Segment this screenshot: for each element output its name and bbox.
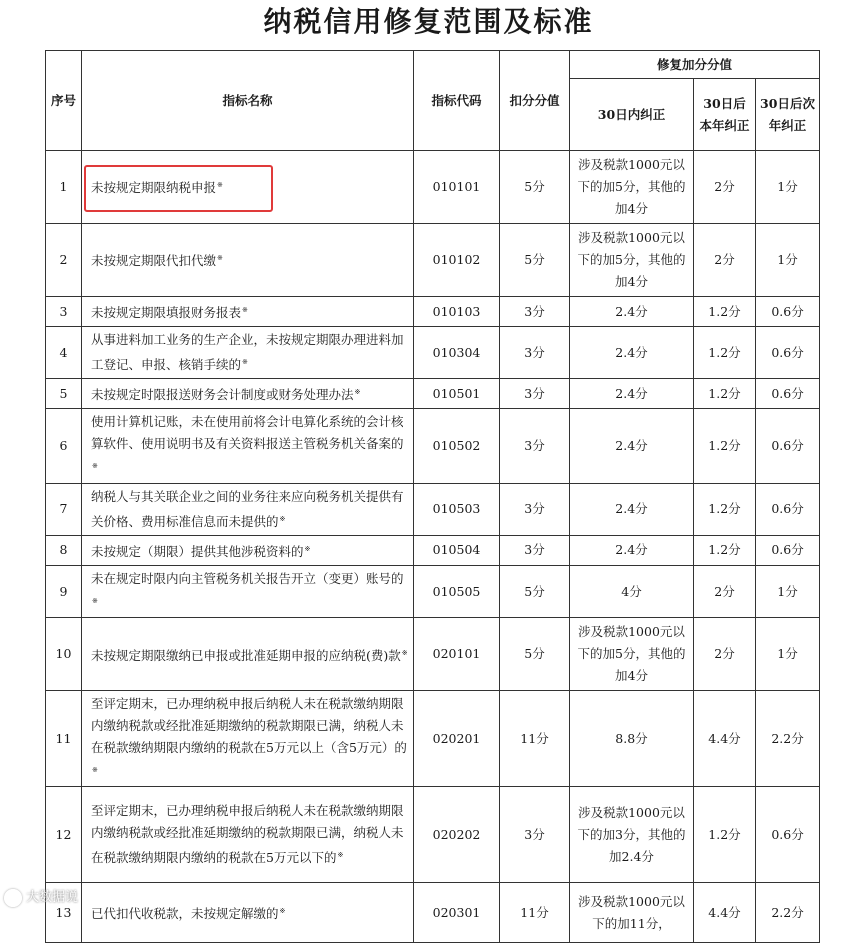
row-this-year-text: 4.4分 bbox=[708, 904, 741, 920]
row-this-year-text: 1.2分 bbox=[708, 385, 741, 401]
table-row bbox=[46, 297, 820, 327]
row-next-year bbox=[756, 691, 820, 787]
row-deduct bbox=[500, 787, 570, 883]
row-next-year bbox=[756, 224, 820, 297]
row-deduct-text: 3分 bbox=[524, 303, 545, 319]
row-name bbox=[82, 297, 414, 327]
row-seq-text: 10 bbox=[55, 646, 72, 662]
row-code-text: 020301 bbox=[432, 904, 481, 920]
table-row bbox=[46, 379, 820, 409]
row-this-year bbox=[694, 618, 756, 691]
row-next-year-text: 0.6分 bbox=[771, 826, 804, 842]
row-code-text: 020101 bbox=[432, 646, 481, 662]
row-within-30 bbox=[570, 483, 694, 535]
row-next-year-text: 1分 bbox=[777, 252, 798, 267]
row-within-30 bbox=[570, 565, 694, 617]
row-this-year bbox=[694, 327, 756, 379]
row-within-30 bbox=[570, 379, 694, 409]
row-within-30 bbox=[570, 787, 694, 883]
row-name-text: 未按规定（期限）提供其他涉税资料的 bbox=[91, 543, 304, 559]
table-row bbox=[46, 787, 820, 883]
row-code bbox=[414, 224, 500, 297]
table-row bbox=[46, 224, 820, 297]
row-this-year bbox=[694, 151, 756, 224]
row-this-year-text: 2分 bbox=[714, 646, 735, 662]
row-this-year-text: 2分 bbox=[714, 179, 735, 194]
credit-repair-table bbox=[45, 50, 820, 943]
row-deduct-text: 3分 bbox=[524, 826, 545, 842]
header-code: 指标代码 bbox=[414, 51, 500, 151]
row-seq-text: 12 bbox=[55, 826, 72, 842]
row-code-text: 010304 bbox=[432, 344, 481, 360]
row-this-year-text: 1.2分 bbox=[708, 542, 741, 558]
row-code-text: 010504 bbox=[432, 542, 481, 558]
row-within-30-text: 2.4分 bbox=[615, 542, 648, 558]
header-within-30-days: 30日内纠正 bbox=[570, 79, 694, 151]
row-next-year bbox=[756, 151, 820, 224]
row-name-text: 未按规定时限报送财务会计制度或财务处理办法 bbox=[91, 387, 354, 403]
table-row bbox=[46, 883, 820, 943]
watermark-logo-icon bbox=[4, 889, 22, 907]
row-seq bbox=[46, 379, 82, 409]
row-code bbox=[414, 151, 500, 224]
footnote-mark: ※ bbox=[92, 462, 98, 471]
footnote-mark: ※ bbox=[304, 544, 311, 553]
row-name-text: 未按规定期限填报财务报表 bbox=[91, 305, 242, 321]
row-deduct-text: 3分 bbox=[524, 344, 545, 360]
row-within-30-text: 涉及税款1000元以下的加11分， bbox=[578, 893, 685, 931]
footnote-mark: ※ bbox=[354, 388, 361, 397]
row-this-year bbox=[694, 297, 756, 327]
row-deduct bbox=[500, 565, 570, 617]
row-name-text: 未按规定期限纳税申报 bbox=[91, 180, 217, 196]
row-within-30 bbox=[570, 151, 694, 224]
row-deduct-text: 5分 bbox=[524, 583, 545, 599]
row-name bbox=[82, 565, 414, 617]
footnote-mark: ※ bbox=[242, 358, 248, 367]
row-code bbox=[414, 787, 500, 883]
row-name-text: 至评定期末，已办理纳税申报后纳税人未在税款缴纳期限内缴纳税款或经批准延期缴纳的税款期限已满，纳税人未在税款缴纳期限内缴纳的税款在5万元以下的 bbox=[91, 803, 404, 866]
row-seq-text: 7 bbox=[59, 501, 68, 517]
row-within-30 bbox=[570, 327, 694, 379]
row-name bbox=[82, 327, 414, 379]
row-this-year-text: 2分 bbox=[714, 583, 735, 599]
watermark bbox=[4, 886, 78, 907]
table-row bbox=[46, 618, 820, 691]
row-code-text: 010501 bbox=[432, 385, 481, 401]
row-name-text: 至评定期末，已办理纳税申报后纳税人未在税款缴纳期限内缴纳税款或经批准延期缴纳的税款期限已满，纳税人未在税款缴纳期限内缴纳的税款在5万元以上（含5万元）的 bbox=[91, 696, 407, 756]
row-name-text: 未按规定期限缴纳已申报或批准延期申报的应纳税(费)款 bbox=[91, 647, 401, 663]
row-code-text: 020201 bbox=[432, 730, 481, 746]
row-code bbox=[414, 327, 500, 379]
row-this-year bbox=[694, 691, 756, 787]
row-within-30-text: 涉及税款1000元以下的加5分，其他的加4分 bbox=[577, 230, 686, 289]
row-code bbox=[414, 409, 500, 483]
row-deduct bbox=[500, 483, 570, 535]
row-name-text: 从事进料加工业务的生产企业，未按规定期限办理进料加工登记、申报、核销手续的 bbox=[91, 332, 404, 373]
row-next-year bbox=[756, 379, 820, 409]
row-this-year bbox=[694, 379, 756, 409]
row-code bbox=[414, 379, 500, 409]
row-seq bbox=[46, 224, 82, 297]
footnote-mark: ※ bbox=[217, 254, 223, 263]
row-seq bbox=[46, 787, 82, 883]
row-deduct-text: 5分 bbox=[524, 179, 545, 194]
row-next-year-text: 2.2分 bbox=[771, 904, 804, 920]
row-this-year-text: 2分 bbox=[714, 252, 735, 267]
table-row bbox=[46, 535, 820, 565]
header-after-30-next-year: 30日后次年纠正 bbox=[756, 79, 820, 151]
row-code-text: 010502 bbox=[432, 438, 481, 454]
row-code-text: 010505 bbox=[432, 583, 481, 599]
footnote-mark: ※ bbox=[217, 181, 223, 190]
row-code bbox=[414, 883, 500, 943]
row-name bbox=[82, 483, 414, 535]
row-within-30 bbox=[570, 535, 694, 565]
header-seq: 序号 bbox=[46, 51, 82, 151]
row-deduct bbox=[500, 535, 570, 565]
footnote-mark: ※ bbox=[242, 306, 248, 314]
row-seq-text: 11 bbox=[55, 730, 72, 746]
watermark-text: 大数据说 bbox=[26, 890, 79, 905]
table-row bbox=[46, 691, 820, 787]
footnote-mark: ※ bbox=[92, 766, 98, 775]
row-this-year bbox=[694, 787, 756, 883]
row-seq bbox=[46, 483, 82, 535]
row-next-year bbox=[756, 883, 820, 943]
row-next-year bbox=[756, 618, 820, 691]
row-name bbox=[82, 691, 414, 787]
table-row bbox=[46, 151, 820, 224]
row-within-30-text: 8.8分 bbox=[615, 730, 648, 746]
table-row bbox=[46, 409, 820, 483]
row-next-year-text: 2.2分 bbox=[771, 730, 804, 746]
row-within-30 bbox=[570, 224, 694, 297]
row-name-text: 未按规定期限代扣代缴 bbox=[91, 253, 217, 269]
row-seq-text: 8 bbox=[59, 542, 68, 558]
row-deduct-text: 3分 bbox=[524, 501, 545, 517]
row-next-year-text: 0.6分 bbox=[771, 542, 804, 558]
footnote-mark: ※ bbox=[279, 907, 286, 916]
row-seq bbox=[46, 535, 82, 565]
row-deduct bbox=[500, 151, 570, 224]
header-row-1 bbox=[46, 51, 820, 79]
row-deduct-text: 3分 bbox=[524, 542, 545, 558]
row-next-year bbox=[756, 787, 820, 883]
row-next-year bbox=[756, 297, 820, 327]
row-deduct bbox=[500, 224, 570, 297]
header-repair-group: 修复加分分值 bbox=[570, 51, 820, 79]
row-within-30-text: 涉及税款1000元以下的加5分，其他的加4分 bbox=[577, 157, 686, 216]
footnote-mark: ※ bbox=[337, 851, 344, 860]
header-name: 指标名称 bbox=[82, 51, 414, 151]
row-next-year-text: 0.6分 bbox=[771, 344, 804, 360]
row-code-text: 020202 bbox=[432, 826, 481, 842]
row-next-year bbox=[756, 565, 820, 617]
row-deduct bbox=[500, 691, 570, 787]
row-within-30-text: 2.4分 bbox=[615, 344, 648, 360]
row-deduct bbox=[500, 327, 570, 379]
row-within-30 bbox=[570, 297, 694, 327]
row-name bbox=[82, 379, 414, 409]
row-this-year-text: 1.2分 bbox=[708, 438, 741, 454]
row-name-text: 纳税人与其关联企业之间的业务往来应向税务机关提供有关价格、费用标准信息而未提供的 bbox=[91, 488, 404, 529]
row-code bbox=[414, 535, 500, 565]
row-deduct-text: 11分 bbox=[520, 730, 549, 746]
row-within-30-text: 2.4分 bbox=[615, 303, 648, 319]
row-code-text: 010503 bbox=[432, 501, 481, 517]
row-within-30-text: 4分 bbox=[621, 583, 642, 599]
row-next-year-text: 0.6分 bbox=[771, 501, 804, 517]
row-within-30 bbox=[570, 691, 694, 787]
row-deduct bbox=[500, 379, 570, 409]
row-seq bbox=[46, 409, 82, 483]
row-name-text: 使用计算机记账，未在使用前将会计电算化系统的会计核算软件、使用说明书及有关资料报送主管税务机关备案的 bbox=[91, 414, 404, 452]
row-seq bbox=[46, 297, 82, 327]
row-deduct-text: 5分 bbox=[524, 252, 545, 267]
row-deduct-text: 11分 bbox=[520, 904, 549, 920]
row-this-year-text: 1.2分 bbox=[708, 344, 741, 360]
row-code bbox=[414, 565, 500, 617]
row-seq-text: 3 bbox=[59, 303, 68, 319]
row-this-year bbox=[694, 565, 756, 617]
footnote-mark: ※ bbox=[92, 596, 98, 605]
row-next-year bbox=[756, 327, 820, 379]
row-deduct-text: 3分 bbox=[524, 438, 545, 454]
row-deduct bbox=[500, 883, 570, 943]
header-deduct: 扣分分值 bbox=[500, 51, 570, 151]
row-this-year-text: 4.4分 bbox=[708, 730, 741, 746]
table-row bbox=[46, 483, 820, 535]
row-name bbox=[82, 409, 414, 483]
footnote-mark: ※ bbox=[279, 514, 286, 523]
row-seq-text: 6 bbox=[59, 438, 68, 454]
row-name bbox=[82, 535, 414, 565]
row-within-30-text: 涉及税款1000元以下的加5分，其他的加4分 bbox=[577, 624, 686, 684]
row-code bbox=[414, 297, 500, 327]
row-next-year-text: 0.6分 bbox=[771, 303, 804, 319]
row-this-year-text: 1.2分 bbox=[708, 501, 741, 517]
row-code-text: 010103 bbox=[432, 303, 481, 319]
row-code-text: 010102 bbox=[432, 252, 481, 267]
table-body bbox=[46, 151, 820, 943]
row-code bbox=[414, 618, 500, 691]
row-seq-text: 1 bbox=[59, 179, 68, 194]
row-deduct bbox=[500, 618, 570, 691]
row-next-year bbox=[756, 483, 820, 535]
table-row bbox=[46, 327, 820, 379]
row-this-year bbox=[694, 883, 756, 943]
row-seq bbox=[46, 565, 82, 617]
row-within-30 bbox=[570, 883, 694, 943]
row-this-year-text: 1.2分 bbox=[708, 826, 741, 842]
row-deduct-text: 3分 bbox=[524, 385, 545, 401]
row-this-year bbox=[694, 224, 756, 297]
row-name bbox=[82, 151, 414, 224]
footnote-mark: ※ bbox=[401, 648, 408, 657]
row-seq-text: 9 bbox=[59, 583, 68, 599]
row-seq bbox=[46, 327, 82, 379]
row-name bbox=[82, 618, 414, 691]
row-seq-text: 5 bbox=[59, 385, 68, 401]
row-name bbox=[82, 883, 414, 943]
row-within-30 bbox=[570, 409, 694, 483]
row-name bbox=[82, 787, 414, 883]
row-within-30-text: 涉及税款1000元以下的加3分，其他的加2.4分 bbox=[577, 804, 686, 864]
row-code-text: 010101 bbox=[432, 179, 481, 194]
row-this-year bbox=[694, 483, 756, 535]
row-seq-text: 13 bbox=[55, 904, 72, 920]
row-next-year bbox=[756, 535, 820, 565]
row-next-year-text: 1分 bbox=[777, 646, 798, 662]
row-this-year-text: 1.2分 bbox=[708, 303, 741, 319]
row-within-30-text: 2.4分 bbox=[615, 438, 648, 454]
row-next-year bbox=[756, 409, 820, 483]
row-this-year bbox=[694, 409, 756, 483]
row-this-year bbox=[694, 535, 756, 565]
row-name-text: 未在规定时限内向主管税务机关报告开立（变更）账号的 bbox=[91, 570, 404, 586]
row-next-year-text: 1分 bbox=[777, 583, 798, 599]
row-seq bbox=[46, 618, 82, 691]
row-seq bbox=[46, 151, 82, 224]
row-code bbox=[414, 483, 500, 535]
table-row bbox=[46, 565, 820, 617]
row-seq-text: 4 bbox=[59, 344, 68, 360]
row-seq bbox=[46, 691, 82, 787]
row-seq-text: 2 bbox=[59, 252, 68, 267]
row-deduct-text: 5分 bbox=[524, 646, 545, 662]
row-within-30 bbox=[570, 618, 694, 691]
row-next-year-text: 1分 bbox=[777, 179, 798, 194]
document-title: 纳税信用修复范围及标准 bbox=[263, 5, 594, 38]
row-deduct bbox=[500, 297, 570, 327]
row-name-text: 已代扣代收税款，未按规定解缴的 bbox=[91, 906, 279, 922]
row-next-year-text: 0.6分 bbox=[771, 385, 804, 401]
row-name bbox=[82, 224, 414, 297]
row-deduct bbox=[500, 409, 570, 483]
header-after-30-this-year: 30日后本年纠正 bbox=[694, 79, 756, 151]
row-code bbox=[414, 691, 500, 787]
row-within-30-text: 2.4分 bbox=[615, 385, 648, 401]
row-within-30-text: 2.4分 bbox=[615, 501, 648, 517]
row-next-year-text: 0.6分 bbox=[771, 438, 804, 454]
